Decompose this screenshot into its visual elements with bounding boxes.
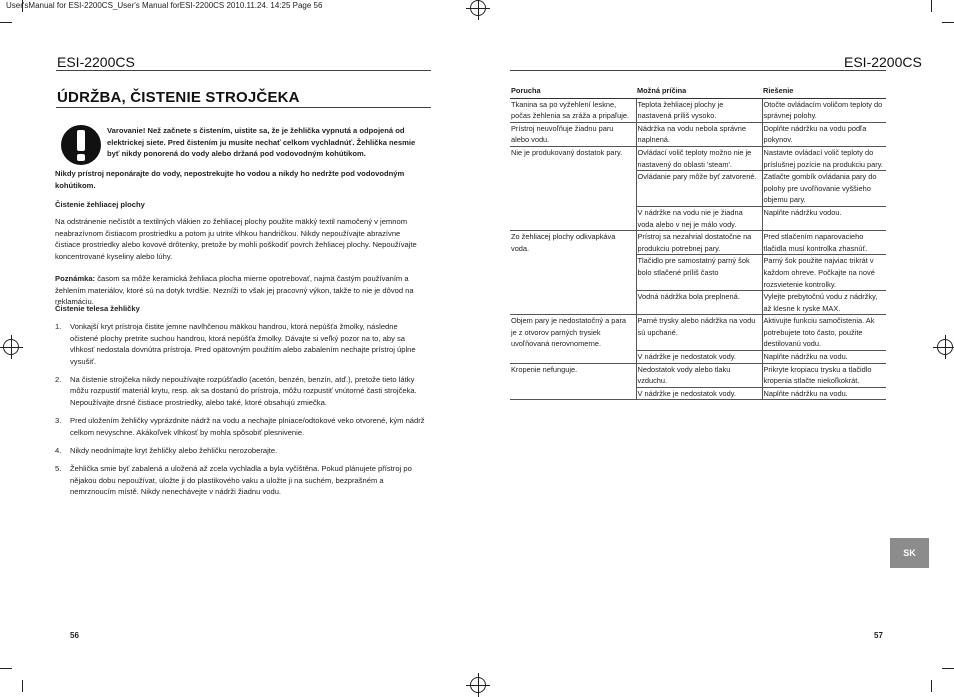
crop-mark xyxy=(942,22,954,23)
cause-cell: Tlačidlo pre samostatný parný šok bolo stlačené príliš často xyxy=(636,255,762,291)
table-row xyxy=(510,231,886,255)
troubleshooting-table xyxy=(510,85,886,400)
problem-cell: Zo žehliacej plochy odkvapkáva voda. xyxy=(510,231,636,315)
solution-cell: Prikryte kropiacu trysku a tlačidlo kropenia stlačte niekoľkokrát. xyxy=(762,363,886,387)
problem-cell: Tkanina sa po vyžehlení leskne, počas žehlenia sa zráža a pripaľuje. xyxy=(510,98,636,122)
table-header-row xyxy=(510,85,886,98)
solution-cell: Nastavte ovládací volič teploty do príslušnej pozície na produkciu pary. xyxy=(762,146,886,170)
solution-cell: Otočte ovládacím voličom teploty do správnej polohy. xyxy=(762,98,886,122)
cause-cell: V nádržke na vodu nie je žiadna voda alebo v nej je málo vody. xyxy=(636,206,762,230)
registration-mark-icon xyxy=(3,339,19,355)
warning-icon xyxy=(61,125,101,165)
section-heading-body: Čistenie telesa žehličky xyxy=(55,304,140,313)
list-item: 4. Nikdy neodnímajte kryt žehličky alebo žehličku nerozoberajte. xyxy=(55,445,278,455)
print-slug: User'sManual for ESI-2200CS_User's Manual forESI-2200CS 2010.11.24. 14:25 Page 56 xyxy=(6,1,323,10)
table-row xyxy=(510,122,886,146)
crop-mark xyxy=(931,0,932,12)
cause-cell: Vodná nádržka bola preplnená. xyxy=(636,291,762,315)
column-header: Riešenie xyxy=(762,85,886,98)
list-item: 1. Vonkajší kryt prístroja čistite jemne navlhčenou mäkkou handrou, ktorá nepúšťa žmolky, následne očistené plochy pretrite suchou handrou, ktorá nepúšťa žmolky. Dávajte si veľký pozor na to, aby sa vlhkosť nedostala dovnútra prístroja. Pred opätovným použitím alebo zabalením nechajte prístroj úplne vysušiť. xyxy=(55,322,416,366)
list-item: 2. Na čistenie strojčeka nikdy nepoužívajte rozpúšťadlo (acetón, benzén, benzín, atď.), pretože tieto látky môžu rozpustiť materiál krytu, resp. ak sa dostanú do prístroja, môžu rozpustiť vnútorné časti strojčeka. Nepoužívajte drsné čistiace prostriedky, alebo také, ktoré obsahujú zmiečka. xyxy=(55,374,417,408)
note-text: časom sa môže keramická žehliaca plocha mierne opotrebovať, najmä častým používaním a žehlením materiálov, ktoré sú na dotyk tvrdšie. Nezníži to však jej pracovný výkon, takže to nie je dôvod na reklamáciu. xyxy=(55,274,414,307)
crop-mark xyxy=(22,680,23,692)
cause-cell: V nádržke je nedostatok vody. xyxy=(636,351,762,364)
cause-cell: Teplota žehliacej plochy je nastavená príliš vysoko. xyxy=(636,98,762,122)
header-rule-left xyxy=(56,70,431,71)
solution-cell: Doplňte nádržku na vodu podľa pokynov. xyxy=(762,122,886,146)
list-item: 3. Pred uložením žehličky vyprázdnite nádrž na vodu a nechajte plniace/odtokové veko otvorené, kým nádrž celkom nevyschne. Akákoľvek vlhkosť by mohla spôsobiť plesnivenie. xyxy=(55,416,425,437)
section-heading-plate: Čistenie žehliacej plochy xyxy=(55,200,145,209)
cause-cell: Nedostatok vody alebo tlaku vzduchu. xyxy=(636,363,762,387)
solution-cell: Aktivujte funkciu samočistenia. Ak potrebujete toto často, použite destilovanú vodu. xyxy=(762,315,886,351)
column-header: Možná príčina xyxy=(636,85,762,98)
cause-cell: Nádržka na vodu nebola správne naplnená. xyxy=(636,122,762,146)
crop-mark xyxy=(0,22,12,23)
problem-cell: Prístroj neuvoľňuje žiadnu paru alebo vodu. xyxy=(510,122,636,146)
page-number-left: 56 xyxy=(70,631,79,640)
solution-cell: Zatlačte gombík ovládania pary do polohy pre uvoľňovanie vyššieho objemu pary. xyxy=(762,171,886,207)
table-row xyxy=(510,146,886,170)
warning-text: Varovanie! Než začnete s čistením, uistite sa, že je žehlička vypnutá a odpojená od elektrickej siete. Pred čistením ju musíte nechať celkom vychladnúť. Žehlička nesmie byť nikdy ponorená do vody alebo držaná pod vodovodným kohútikom. xyxy=(107,126,416,159)
table-row xyxy=(510,363,886,387)
page-number-right: 57 xyxy=(874,631,883,640)
solution-cell: Parný šok použite najviac trikrát v každom ohreve. Počkajte na nové rozsvietenie kontrolky. xyxy=(762,255,886,291)
title-rule xyxy=(56,107,431,108)
header-rule-right xyxy=(510,70,886,71)
crop-mark xyxy=(0,668,12,669)
solution-cell: Naplňte nádržku vodou. xyxy=(762,206,886,230)
plate-cleaning-text: Na odstránenie nečistôt a textilných vlákien zo žehliacej plochy použite mäkký textil namočený v jemnom neabrazívnom čistiacom prostriedku a potom ju utrite vlhkou handričkou. Nikdy nepoužívajte abrazívne čistiace prostriedky alebo kovové drôtenky, pretože by mohli poškodiť povrch žehliacej plochy. Nepoužívajte koncentrované kyseliny alebo lúhy. xyxy=(55,217,417,261)
cleaning-steps-list xyxy=(55,321,427,504)
cause-cell: Prístroj sa nezahrial dostatočne na produkciu potrebnej pary. xyxy=(636,231,762,255)
problem-cell: Kropenie nefunguje. xyxy=(510,363,636,400)
table-row xyxy=(510,315,886,351)
cause-cell: Ovládanie pary môže byť zatvorené. xyxy=(636,171,762,207)
solution-cell: Naplňte nádržku na vodu. xyxy=(762,351,886,364)
page-title: ÚDRŽBA, ČISTENIE STROJČEKA xyxy=(57,89,300,106)
crop-mark xyxy=(931,680,932,692)
cause-cell: V nádržke je nedostatok vody. xyxy=(636,387,762,400)
note-label: Poznámka: xyxy=(55,274,96,283)
table-row xyxy=(510,98,886,122)
model-name-right: ESI-2200CS xyxy=(844,54,922,70)
registration-mark-icon xyxy=(470,0,486,16)
column-header: Porucha xyxy=(510,85,636,98)
cause-cell: Ovládací volič teploty možno nie je nastavený do oblasti 'steam'. xyxy=(636,146,762,170)
list-item: 5. Žehlička smie byť zabalená a uložená až zcela vychladla a byla vyčištěna. Pokud plánujete přístroj po nějakou dobu nepoužívat, uložte ji do plastikového vaku a uložte ji na suchém, bezprašném a nemrznoucím místě. Nikdy nenechávejte v nádrži žiadnu vodu. xyxy=(55,463,412,497)
warning-text-2: Nikdy prístroj neponárajte do vody, nepostrekujte ho vodou a nikdy ho nedržte pod vodovodným kohútikom. xyxy=(55,169,405,190)
problem-cell: Nie je produkovaný dostatok pary. xyxy=(510,146,636,230)
solution-cell: Naplňte nádržku na vodu. xyxy=(762,387,886,400)
registration-mark-icon xyxy=(937,339,953,355)
registration-mark-icon xyxy=(470,677,486,693)
language-tab: SK xyxy=(890,538,929,568)
solution-cell: Vylejte prebytočnú vodu z nádržky, až klesne k ryske MAX. xyxy=(762,291,886,315)
solution-cell: Pred stlačením naparovacieho tlačidla musí kontrolka zhasnúť. xyxy=(762,231,886,255)
problem-cell: Objem pary je nedostatočný a para je z otvorov parných trysiek uvoľňovaná nerovnomerne. xyxy=(510,315,636,363)
cause-cell: Parné trysky alebo nádržka na vodu sú upchané. xyxy=(636,315,762,351)
model-name-left: ESI-2200CS xyxy=(57,54,135,70)
crop-mark xyxy=(942,668,954,669)
